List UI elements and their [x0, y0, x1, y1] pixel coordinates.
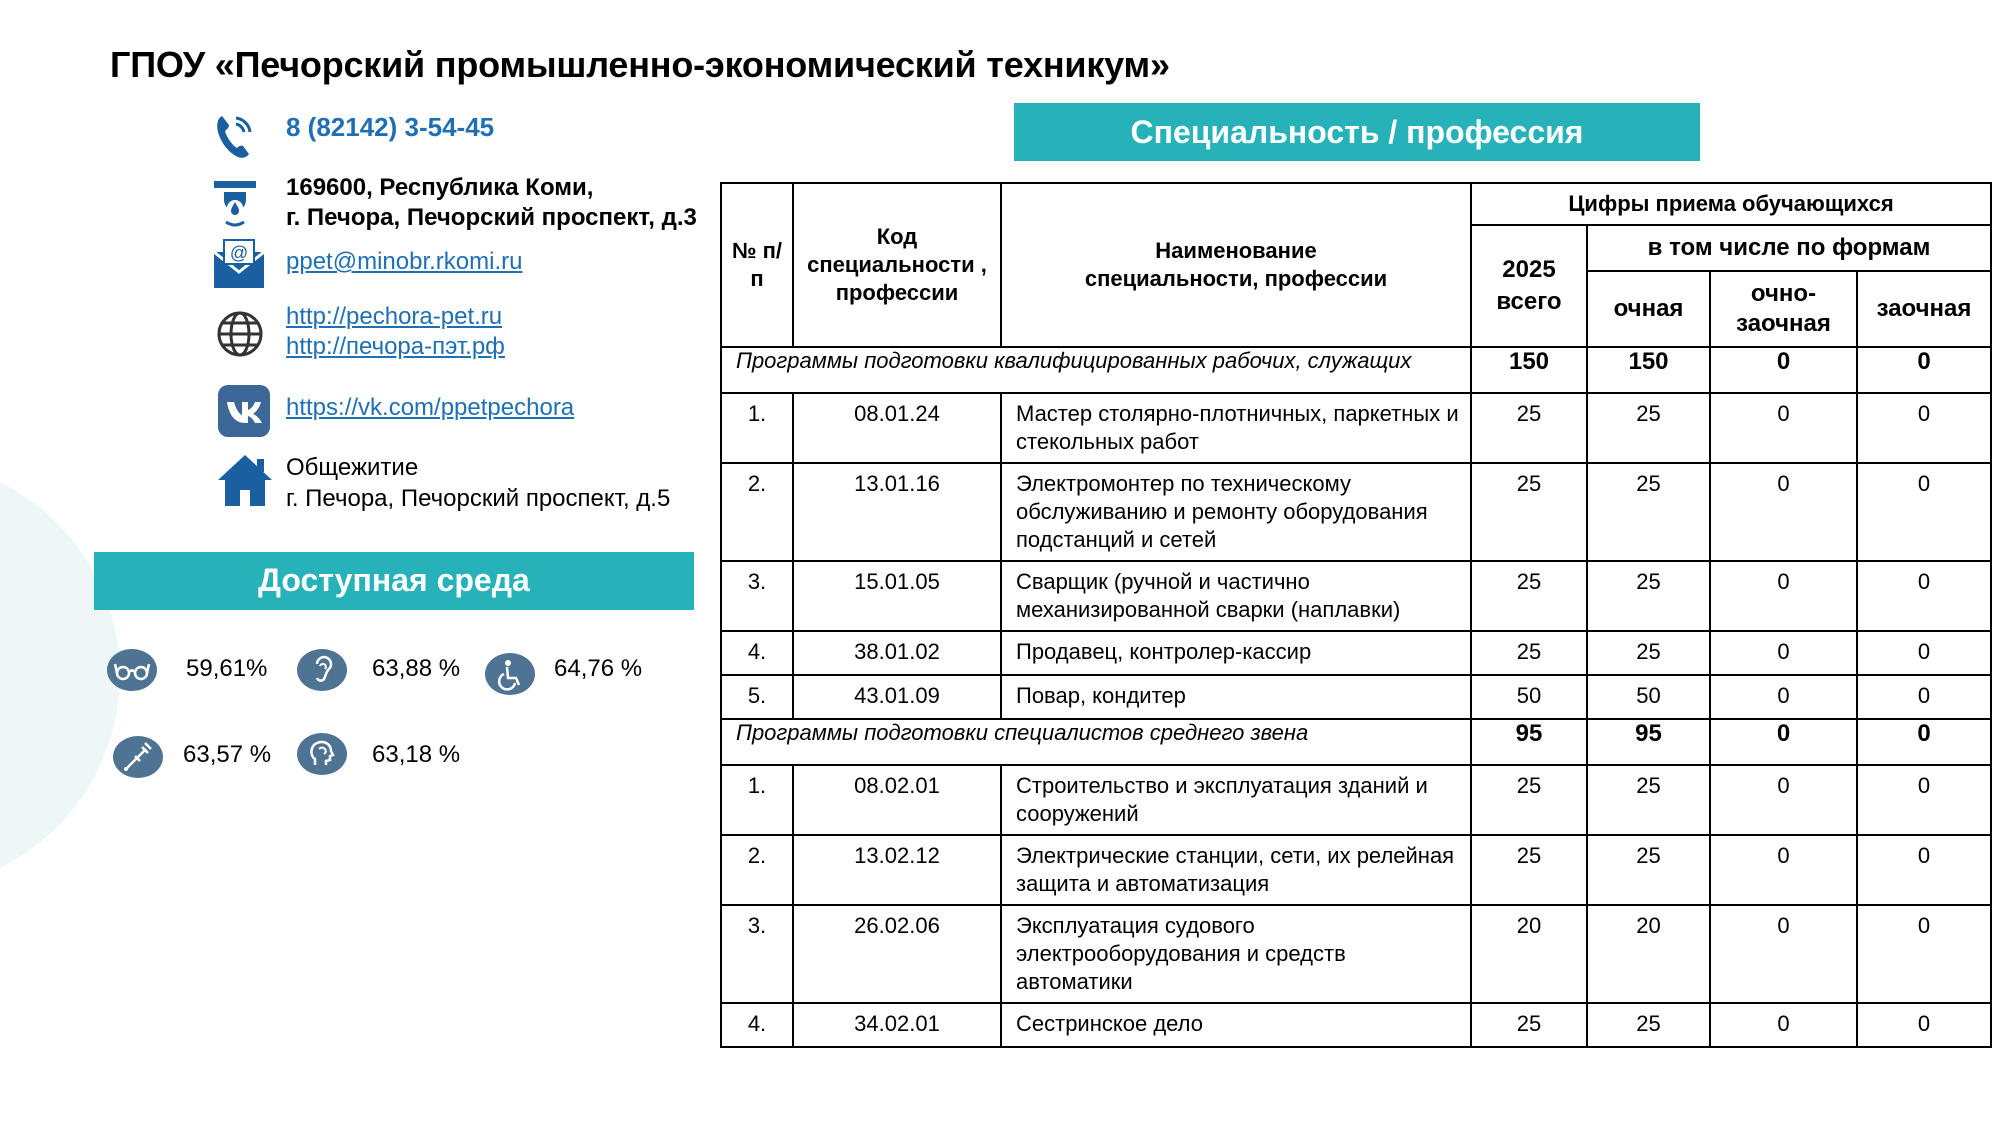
row-num: 2.: [721, 835, 793, 905]
row-code: 08.02.01: [793, 765, 1001, 835]
row-parttime: 0: [1710, 675, 1857, 719]
svg-text:@: @: [229, 243, 249, 263]
row-total: 25: [1471, 393, 1587, 463]
row-parttime: 0: [1710, 631, 1857, 675]
group-fulltime: 95: [1587, 719, 1710, 765]
vk-link[interactable]: https://vk.com/ppetpechora: [286, 394, 575, 421]
row-name: Электромонтер по техническому обслуживанию и ремонту оборудования подстанций и сетей: [1001, 463, 1471, 561]
row-extramural: 0: [1857, 835, 1991, 905]
table-row: [721, 463, 1991, 561]
row-num: 5.: [721, 675, 793, 719]
header-forms: в том числе по формам: [1587, 225, 1991, 271]
house-icon: [216, 452, 274, 508]
row-name: Продавец, контролер-кассир: [1001, 631, 1471, 675]
row-total: 25: [1471, 561, 1587, 631]
head-icon: [296, 732, 348, 776]
row-fulltime: 50: [1587, 675, 1710, 719]
table-row: [721, 631, 1991, 675]
row-name: Электрические станции, сети, их релейная защита и автоматизация: [1001, 835, 1471, 905]
row-parttime: 0: [1710, 905, 1857, 1003]
row-code: 26.02.06: [793, 905, 1001, 1003]
row-total: 25: [1471, 765, 1587, 835]
site-link-2[interactable]: http://печора-пэт.рф: [286, 333, 505, 360]
row-num: 3.: [721, 905, 793, 1003]
header-extramural: заочная: [1857, 271, 1991, 347]
row-name: Мастер столярно-плотничных, паркетных и стекольных работ: [1001, 393, 1471, 463]
group-fulltime: 150: [1587, 347, 1710, 393]
row-name: Строительство и эксплуатация зданий и сооружений: [1001, 765, 1471, 835]
header-name: Наименование специальности, профессии: [1001, 183, 1471, 347]
row-parttime: 0: [1710, 1003, 1857, 1047]
crutch-icon: [112, 735, 164, 779]
row-num: 1.: [721, 393, 793, 463]
row-total: 25: [1471, 1003, 1587, 1047]
row-name: Сестринское дело: [1001, 1003, 1471, 1047]
row-code: 15.01.05: [793, 561, 1001, 631]
header-num: № п/п: [721, 183, 793, 347]
row-fulltime: 20: [1587, 905, 1710, 1003]
row-extramural: 0: [1857, 905, 1991, 1003]
row-total: 25: [1471, 631, 1587, 675]
table-row: [721, 561, 1991, 631]
table-row: [721, 393, 1991, 463]
row-num: 2.: [721, 463, 793, 561]
specialties-table: [720, 182, 1992, 1048]
group-title: Программы подготовки квалифицированных рабочих, служащих: [721, 347, 1471, 393]
dorm-label: Общежитие: [286, 454, 419, 481]
header-total: 2025 всего: [1471, 225, 1587, 347]
row-num: 3.: [721, 561, 793, 631]
page-title: ГПОУ «Печорский промышленно-экономический техникум»: [110, 44, 1170, 85]
row-code: 38.01.02: [793, 631, 1001, 675]
group-parttime: 0: [1710, 347, 1857, 393]
row-extramural: 0: [1857, 561, 1991, 631]
accessibility-value-hearing: 63,88 %: [372, 655, 461, 682]
group-total: 150: [1471, 347, 1587, 393]
row-fulltime: 25: [1587, 463, 1710, 561]
wheelchair-icon: [484, 652, 536, 696]
row-extramural: 0: [1857, 765, 1991, 835]
dorm-address: г. Печора, Печорский проспект, д.5: [286, 485, 671, 512]
row-parttime: 0: [1710, 561, 1857, 631]
group-row-workers: [721, 347, 1991, 393]
row-name: Повар, кондитер: [1001, 675, 1471, 719]
row-fulltime: 25: [1587, 631, 1710, 675]
row-num: 1.: [721, 765, 793, 835]
header-intake: Цифры приема обучающихся: [1471, 183, 1991, 225]
row-parttime: 0: [1710, 835, 1857, 905]
vk-icon: [218, 385, 270, 437]
address-line-1: 169600, Республика Коми,: [286, 174, 594, 201]
header-code: Код специальности , профессии: [793, 183, 1001, 347]
accessibility-value-cognitive: 63,18 %: [372, 741, 461, 768]
accessibility-value-vision: 59,61%: [186, 655, 268, 682]
row-parttime: 0: [1710, 393, 1857, 463]
row-name: Эксплуатация судового электрооборудования и средств автоматики: [1001, 905, 1471, 1003]
row-num: 4.: [721, 1003, 793, 1047]
row-fulltime: 25: [1587, 835, 1710, 905]
row-fulltime: 25: [1587, 561, 1710, 631]
accessibility-value-musculoskeletal: 63,57 %: [183, 741, 272, 768]
email-link[interactable]: ppet@minobr.rkomi.ru: [286, 248, 523, 275]
location-pin-icon: [212, 178, 258, 230]
phone-icon: [212, 112, 256, 160]
glasses-icon: [106, 648, 158, 692]
row-extramural: 0: [1857, 463, 1991, 561]
row-code: 43.01.09: [793, 675, 1001, 719]
header-fulltime: очная: [1587, 271, 1710, 347]
row-parttime: 0: [1710, 765, 1857, 835]
specialties-title: Специальность / профессия: [1014, 103, 1700, 161]
site-link-1[interactable]: http://pechora-pet.ru: [286, 303, 503, 330]
phone-number[interactable]: 8 (82142) 3-54-45: [286, 112, 495, 142]
accessibility-value-mobility: 64,76 %: [554, 655, 643, 682]
row-extramural: 0: [1857, 631, 1991, 675]
row-code: 13.01.16: [793, 463, 1001, 561]
row-code: 34.02.01: [793, 1003, 1001, 1047]
row-fulltime: 25: [1587, 393, 1710, 463]
row-code: 13.02.12: [793, 835, 1001, 905]
group-extramural: 0: [1857, 719, 1991, 765]
row-extramural: 0: [1857, 675, 1991, 719]
group-parttime: 0: [1710, 719, 1857, 765]
row-fulltime: 25: [1587, 765, 1710, 835]
address-line-2: г. Печора, Печорский проспект, д.3: [286, 204, 697, 231]
row-total: 25: [1471, 835, 1587, 905]
row-code: 08.01.24: [793, 393, 1001, 463]
row-parttime: 0: [1710, 463, 1857, 561]
email-envelope-icon: [212, 238, 266, 290]
row-extramural: 0: [1857, 1003, 1991, 1047]
globe-icon: [216, 310, 264, 358]
ear-icon: [296, 648, 348, 692]
table-row: [721, 1003, 1991, 1047]
row-num: 4.: [721, 631, 793, 675]
table-row: [721, 905, 1991, 1003]
accessibility-title: Доступная среда: [94, 552, 694, 610]
table-row: [721, 835, 1991, 905]
group-extramural: 0: [1857, 347, 1991, 393]
background-circle: [0, 460, 120, 890]
group-total: 95: [1471, 719, 1587, 765]
row-total: 25: [1471, 463, 1587, 561]
row-name: Сварщик (ручной и частично механизированной сварки (наплавки): [1001, 561, 1471, 631]
group-title: Программы подготовки специалистов среднего звена: [721, 719, 1471, 765]
row-extramural: 0: [1857, 393, 1991, 463]
group-row-specialists: [721, 719, 1991, 765]
row-fulltime: 25: [1587, 1003, 1710, 1047]
row-total: 20: [1471, 905, 1587, 1003]
table-row: [721, 765, 1991, 835]
row-total: 50: [1471, 675, 1587, 719]
table-row: [721, 675, 1991, 719]
header-parttime: очно-заочная: [1710, 271, 1857, 347]
